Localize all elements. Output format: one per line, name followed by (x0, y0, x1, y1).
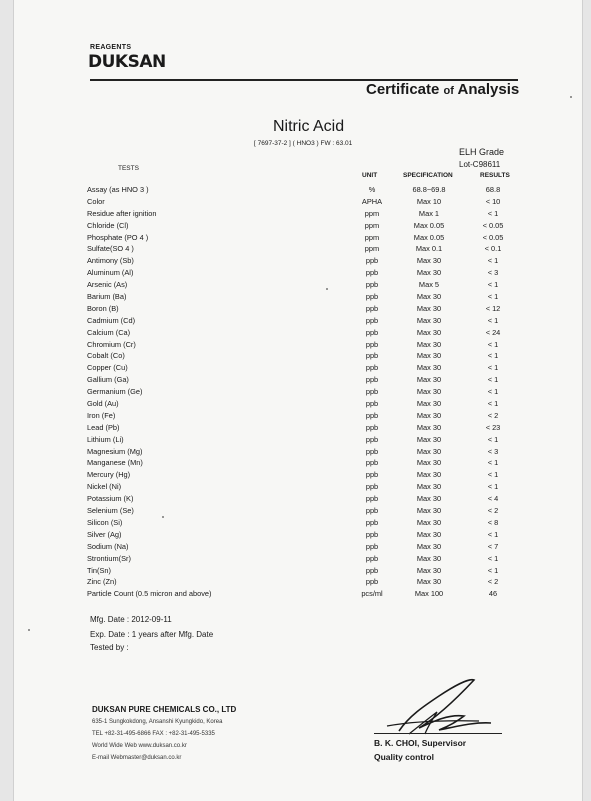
test-name: Iron (Fe) (87, 410, 116, 420)
table-row (14, 410, 582, 422)
specification-cell: Max 30 (416, 256, 442, 266)
result-cell: < 1 (487, 482, 499, 492)
test-name: Nickel (Ni) (87, 482, 122, 492)
specification-cell: Max 30 (416, 351, 442, 361)
scan-speck (162, 516, 164, 518)
unit-cell: ppb (365, 327, 379, 337)
test-name: Phosphate (PO 4 ) (87, 232, 149, 242)
table-row (14, 529, 582, 541)
result-cell: < 1 (487, 399, 499, 409)
table-row (14, 291, 582, 303)
signature-image (379, 676, 499, 738)
table-row (14, 517, 582, 529)
expiry-date: Exp. Date : 1 years after Mfg. Date (90, 630, 214, 639)
lot-number: Lot-C98611 (459, 160, 501, 169)
unit-cell: ppb (365, 292, 379, 302)
test-name: Potassium (K) (87, 494, 134, 504)
table-row (14, 398, 582, 410)
unit-cell: ppm (364, 220, 380, 230)
scan-speck (326, 288, 328, 290)
unit-cell: ppb (365, 470, 379, 480)
specification-cell: Max 30 (416, 292, 442, 302)
unit-cell: ppb (365, 387, 379, 397)
test-name: Chromium (Cr) (87, 339, 136, 349)
unit-cell: APHA (361, 196, 383, 206)
table-row (14, 327, 582, 339)
quality-control-label: Quality control (374, 752, 434, 762)
specification-cell: Max 30 (416, 470, 442, 480)
scan-speck (570, 96, 572, 98)
specification-cell: Max 30 (416, 315, 442, 325)
result-cell: < 1 (487, 458, 499, 468)
specification-cell: Max 30 (416, 565, 442, 575)
specification-cell: Max 30 (416, 422, 442, 432)
table-row (14, 386, 582, 398)
test-name: Germanium (Ge) (87, 387, 143, 397)
result-cell: < 1 (487, 363, 499, 373)
specification-cell: Max 30 (416, 387, 442, 397)
table-row (14, 434, 582, 446)
column-header-results: RESULTS (480, 172, 510, 179)
result-cell: < 24 (485, 327, 501, 337)
specification-cell: Max 30 (416, 339, 442, 349)
result-cell: < 1 (487, 565, 499, 575)
unit-cell: ppm (364, 208, 380, 218)
result-cell: 46 (488, 589, 498, 599)
result-cell: 68.8 (485, 185, 501, 194)
specification-cell: Max 30 (416, 494, 442, 504)
unit-cell: ppb (365, 268, 379, 278)
table-row (14, 208, 582, 220)
unit-cell: ppb (365, 375, 379, 385)
specification-cell: Max 1 (418, 208, 440, 218)
specification-cell: Max 30 (416, 446, 442, 456)
unit-cell: ppb (365, 339, 379, 349)
result-cell: < 0.1 (484, 244, 502, 254)
company-email: E-mail Webmaster@duksan.co.kr (92, 755, 182, 761)
result-cell: < 1 (487, 256, 499, 266)
specification-cell: Max 30 (416, 541, 442, 551)
column-header-tests: TESTS (118, 165, 139, 172)
table-row (14, 457, 582, 469)
table-row (14, 232, 582, 244)
test-name: Cobalt (Co) (87, 351, 125, 361)
column-header-unit: UNIT (362, 172, 378, 179)
result-cell: < 1 (487, 387, 499, 397)
unit-cell: ppm (364, 232, 380, 242)
result-cell: < 2 (487, 506, 499, 516)
test-name: Aluminum (Al) (87, 268, 134, 278)
specification-cell: Max 0.05 (413, 232, 445, 242)
unit-cell: ppb (365, 506, 379, 516)
title-certificate: Certificate (366, 81, 440, 98)
unit-cell: ppb (365, 541, 379, 551)
result-cell: < 4 (487, 494, 499, 504)
table-row (14, 481, 582, 493)
result-cell: < 10 (485, 196, 501, 206)
test-name: Zinc (Zn) (87, 577, 117, 587)
test-name: Tin(Sn) (87, 565, 111, 575)
test-name: Gallium (Ga) (87, 375, 129, 385)
unit-cell: % (368, 185, 376, 194)
supervisor-name: B. K. CHOI, Supervisor (374, 738, 467, 748)
table-row (14, 493, 582, 505)
unit-cell: ppb (365, 422, 379, 432)
specification-cell: 68.8~69.8 (412, 185, 446, 194)
manufacture-date: Mfg. Date : 2012-09-11 (90, 615, 172, 624)
unit-cell: ppb (365, 577, 379, 587)
test-name: Lead (Pb) (87, 422, 120, 432)
result-cell: < 2 (487, 410, 499, 420)
test-name: Residue after ignition (87, 208, 157, 218)
results-table (14, 184, 582, 600)
table-row (14, 184, 582, 196)
specification-cell: Max 30 (416, 410, 442, 420)
specification-cell: Max 30 (416, 529, 442, 539)
specification-cell: Max 30 (416, 375, 442, 385)
unit-cell: ppb (365, 446, 379, 456)
table-row (14, 279, 582, 291)
specification-cell: Max 30 (416, 327, 442, 337)
specification-cell: Max 100 (414, 589, 444, 599)
unit-cell: ppb (365, 494, 379, 504)
unit-cell: ppb (365, 351, 379, 361)
test-name: Arsenic (As) (87, 280, 128, 290)
table-row (14, 243, 582, 255)
signature-line (374, 733, 502, 734)
specification-cell: Max 0.1 (415, 244, 443, 254)
test-name: Antimony (Sb) (87, 256, 134, 266)
test-name: Mercury (Hg) (87, 470, 131, 480)
specification-cell: Max 30 (416, 517, 442, 527)
title-of: of (443, 85, 454, 97)
unit-cell: ppb (365, 303, 379, 313)
table-row (14, 267, 582, 279)
result-cell: < 1 (487, 351, 499, 361)
result-cell: < 1 (487, 375, 499, 385)
unit-cell: ppb (365, 434, 379, 444)
unit-cell: ppb (365, 458, 379, 468)
table-row (14, 196, 582, 208)
test-name: Gold (Au) (87, 399, 119, 409)
unit-cell: ppb (365, 517, 379, 527)
result-cell: < 0.05 (482, 220, 504, 230)
certificate-title (366, 81, 519, 98)
specification-cell: Max 30 (416, 482, 442, 492)
test-name: Sulfate(SO 4 ) (87, 244, 134, 254)
table-row (14, 339, 582, 351)
test-name: Lithium (Li) (87, 434, 124, 444)
unit-cell: pcs/ml (361, 589, 383, 599)
result-cell: < 0.05 (482, 232, 504, 242)
result-cell: < 23 (485, 422, 501, 432)
test-name: Manganese (Mn) (87, 458, 143, 468)
specification-cell: Max 30 (416, 553, 442, 563)
unit-cell: ppb (365, 256, 379, 266)
table-row (14, 588, 582, 600)
unit-cell: ppb (365, 410, 379, 420)
unit-cell: ppm (364, 244, 380, 254)
table-row (14, 362, 582, 374)
result-cell: < 1 (487, 280, 499, 290)
cas-formula-line: [ 7697-37-2 ] ( HNO3 ) FW : 63.01 (254, 140, 353, 147)
test-name: Selenium (Se) (87, 506, 134, 516)
specification-cell: Max 30 (416, 458, 442, 468)
specification-cell: Max 30 (416, 577, 442, 587)
table-row (14, 422, 582, 434)
table-row (14, 469, 582, 481)
test-name: Chloride (Cl) (87, 220, 129, 230)
result-cell: < 1 (487, 553, 499, 563)
company-phone-fax: TEL +82-31-495-6866 FAX : +82-31-495-5335 (92, 731, 215, 737)
table-row (14, 255, 582, 267)
result-cell: < 1 (487, 292, 499, 302)
column-header-specification: SPECIFICATION (403, 172, 453, 179)
test-name: Strontium(Sr) (87, 553, 131, 563)
unit-cell: ppb (365, 399, 379, 409)
test-name: Copper (Cu) (87, 363, 128, 373)
unit-cell: ppb (365, 565, 379, 575)
result-cell: < 3 (487, 268, 499, 278)
company-address: 635-1 Sungkokdong, Ansanshi Kyungkido, Korea (92, 719, 223, 725)
table-row (14, 315, 582, 327)
result-cell: < 1 (487, 315, 499, 325)
table-row (14, 374, 582, 386)
scan-speck (28, 629, 30, 631)
result-cell: < 2 (487, 577, 499, 587)
specification-cell: Max 30 (416, 303, 442, 313)
result-cell: < 1 (487, 434, 499, 444)
duksan-logo: DUKSAN (88, 52, 166, 72)
table-row (14, 541, 582, 553)
table-row (14, 505, 582, 517)
test-name: Barium (Ba) (87, 292, 127, 302)
company-website: World Wide Web www.duksan.co.kr (92, 743, 187, 749)
test-name: Sodium (Na) (87, 541, 129, 551)
test-name: Silicon (Si) (87, 517, 123, 527)
result-cell: < 8 (487, 517, 499, 527)
test-name: Assay (as HNO 3 ) (87, 185, 149, 194)
title-analysis: Analysis (457, 81, 520, 98)
tested-by: Tested by : (90, 643, 129, 652)
product-name: Nitric Acid (273, 118, 345, 135)
specification-cell: Max 30 (416, 363, 442, 373)
test-name: Magnesium (Mg) (87, 446, 143, 456)
unit-cell: ppb (365, 363, 379, 373)
result-cell: < 7 (487, 541, 499, 551)
specification-cell: Max 30 (416, 434, 442, 444)
specification-cell: Max 30 (416, 268, 442, 278)
table-row (14, 553, 582, 565)
grade-label: ELH Grade (459, 147, 505, 157)
test-name: Particle Count (0.5 micron and above) (87, 589, 212, 599)
unit-cell: ppb (365, 315, 379, 325)
table-row (14, 446, 582, 458)
company-name: DUKSAN PURE CHEMICALS CO., LTD (92, 705, 237, 714)
specification-cell: Max 30 (416, 399, 442, 409)
test-name: Calcium (Ca) (87, 327, 131, 337)
unit-cell: ppb (365, 280, 379, 290)
test-name: Color (87, 196, 105, 206)
unit-cell: ppb (365, 529, 379, 539)
result-cell: < 12 (485, 303, 501, 313)
specification-cell: Max 30 (416, 506, 442, 516)
brand-reagents-label: REAGENTS (90, 44, 132, 51)
result-cell: < 3 (487, 446, 499, 456)
result-cell: < 1 (487, 208, 499, 218)
table-row (14, 220, 582, 232)
specification-cell: Max 0.05 (413, 220, 445, 230)
unit-cell: ppb (365, 553, 379, 563)
test-name: Cadmium (Cd) (87, 315, 136, 325)
specification-cell: Max 5 (418, 280, 440, 290)
unit-cell: ppb (365, 482, 379, 492)
test-name: Boron (B) (87, 303, 119, 313)
table-row (14, 576, 582, 588)
specification-cell: Max 10 (416, 196, 442, 206)
result-cell: < 1 (487, 339, 499, 349)
table-row (14, 303, 582, 315)
table-row (14, 565, 582, 577)
test-name: Silver (Ag) (87, 529, 122, 539)
certificate-page (14, 0, 582, 801)
table-row (14, 350, 582, 362)
result-cell: < 1 (487, 470, 499, 480)
result-cell: < 1 (487, 529, 499, 539)
